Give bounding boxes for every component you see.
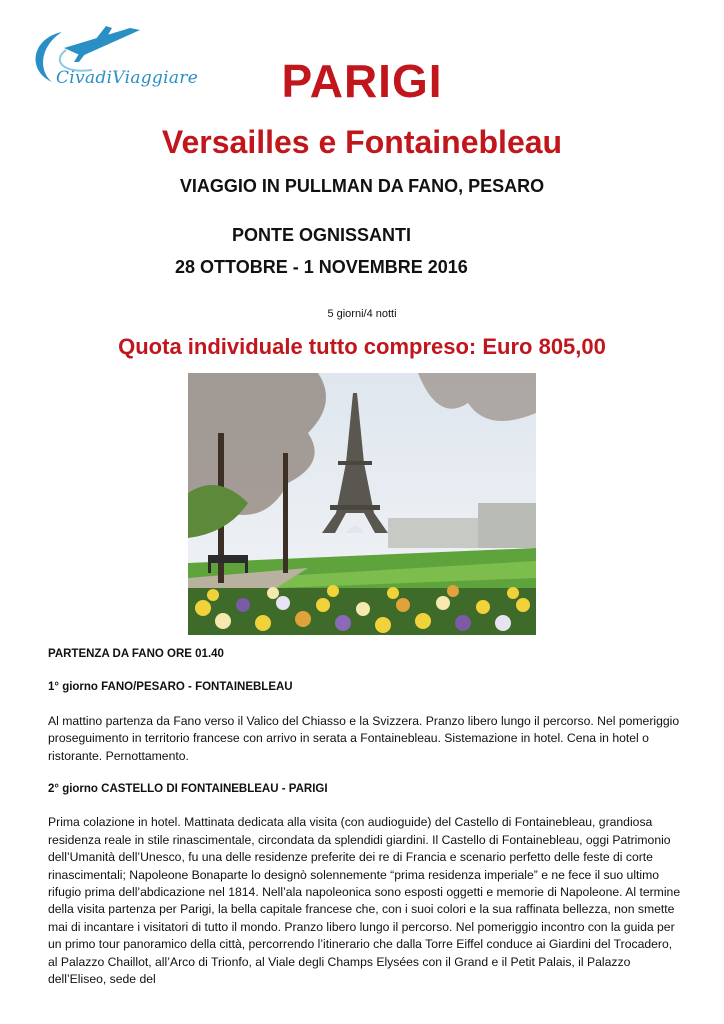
itinerary-content: [48, 646, 684, 989]
trip-dates: 28 OTTOBRE - 1 NOVEMBRE 2016: [175, 257, 468, 277]
trip-duration: 5 giorni/4 notti: [327, 308, 397, 320]
day1-text: Al mattino partenza da Fano verso il Valico del Chiasso e la Svizzera. Pranzo libero lungo il percorso. Nel pomeriggio proseguimento in territorio francese con arrivo in serata a Fontainebleau. Sistemazione in hotel. Cena in hotel o ristorante. Pernottamento.: [48, 713, 680, 763]
price-line: Quota individuale tutto compreso: Euro 805,00: [118, 334, 606, 359]
page-subtitle: Versailles e Fontainebleau: [161, 124, 563, 160]
travel-info: VIAGGIO IN PULLMAN DA FANO, PESARO: [179, 176, 545, 196]
page-title: PARIGI: [281, 55, 443, 107]
departure-info: PARTENZA DA FANO ORE 01.40: [48, 648, 224, 660]
event-name: PONTE OGNISSANTI: [232, 225, 412, 245]
day2-title: 2° giorno CASTELLO DI FONTAINEBLEAU - PARIGI: [48, 783, 328, 796]
logo-text: CivadiViaggiare: [56, 68, 199, 88]
eiffel-tower-photo: [188, 373, 536, 635]
day2-text: Prima colazione in hotel. Mattinata dedicata alla visita (con audioguide) del Castello di Fontainebleau, grandiosa residenza reale in stile rinascimentale, circondata da splendidi giardini. Il Castello di Fontainebleau, oggi Patrimonio dell’Umanità dell’Unesco, fu una delle residenze preferite dei re di Francia e scenario perfetto delle feste di corte rinascimentali; Napoleone Bonaparte lo designò solennemente “prima residenza imperiale” e ne fece il suo ultimo rifugio prima dell’abdicazione nel 1814. Nell’ala napoleonica sono esposti oggetti e memorie di Napoleone. Al termine della visita partenza per Parigi, la bella capitale francese che, con i suoi colori e la sua raffinata bellezza, non smette mai di incantare i visitatori di tutto il mondo. Pranzo libero lungo il percorso. Nel pomeriggio incontro con la guida per un primo tour panoramico della città, percorrendo l’itinerario che dalla Torre Eiffel conduce ai Giardini del Trocadero, al Palazzo Chaillot, all’Arco di Trionfo, al Viale degli Champs Elysées con il Grand e il Petit Palais, il Palazzo dell’Eliseo, sede del: [48, 815, 681, 987]
day1-title: 1° giorno FANO/PESARO - FONTAINEBLEAU: [48, 681, 293, 694]
